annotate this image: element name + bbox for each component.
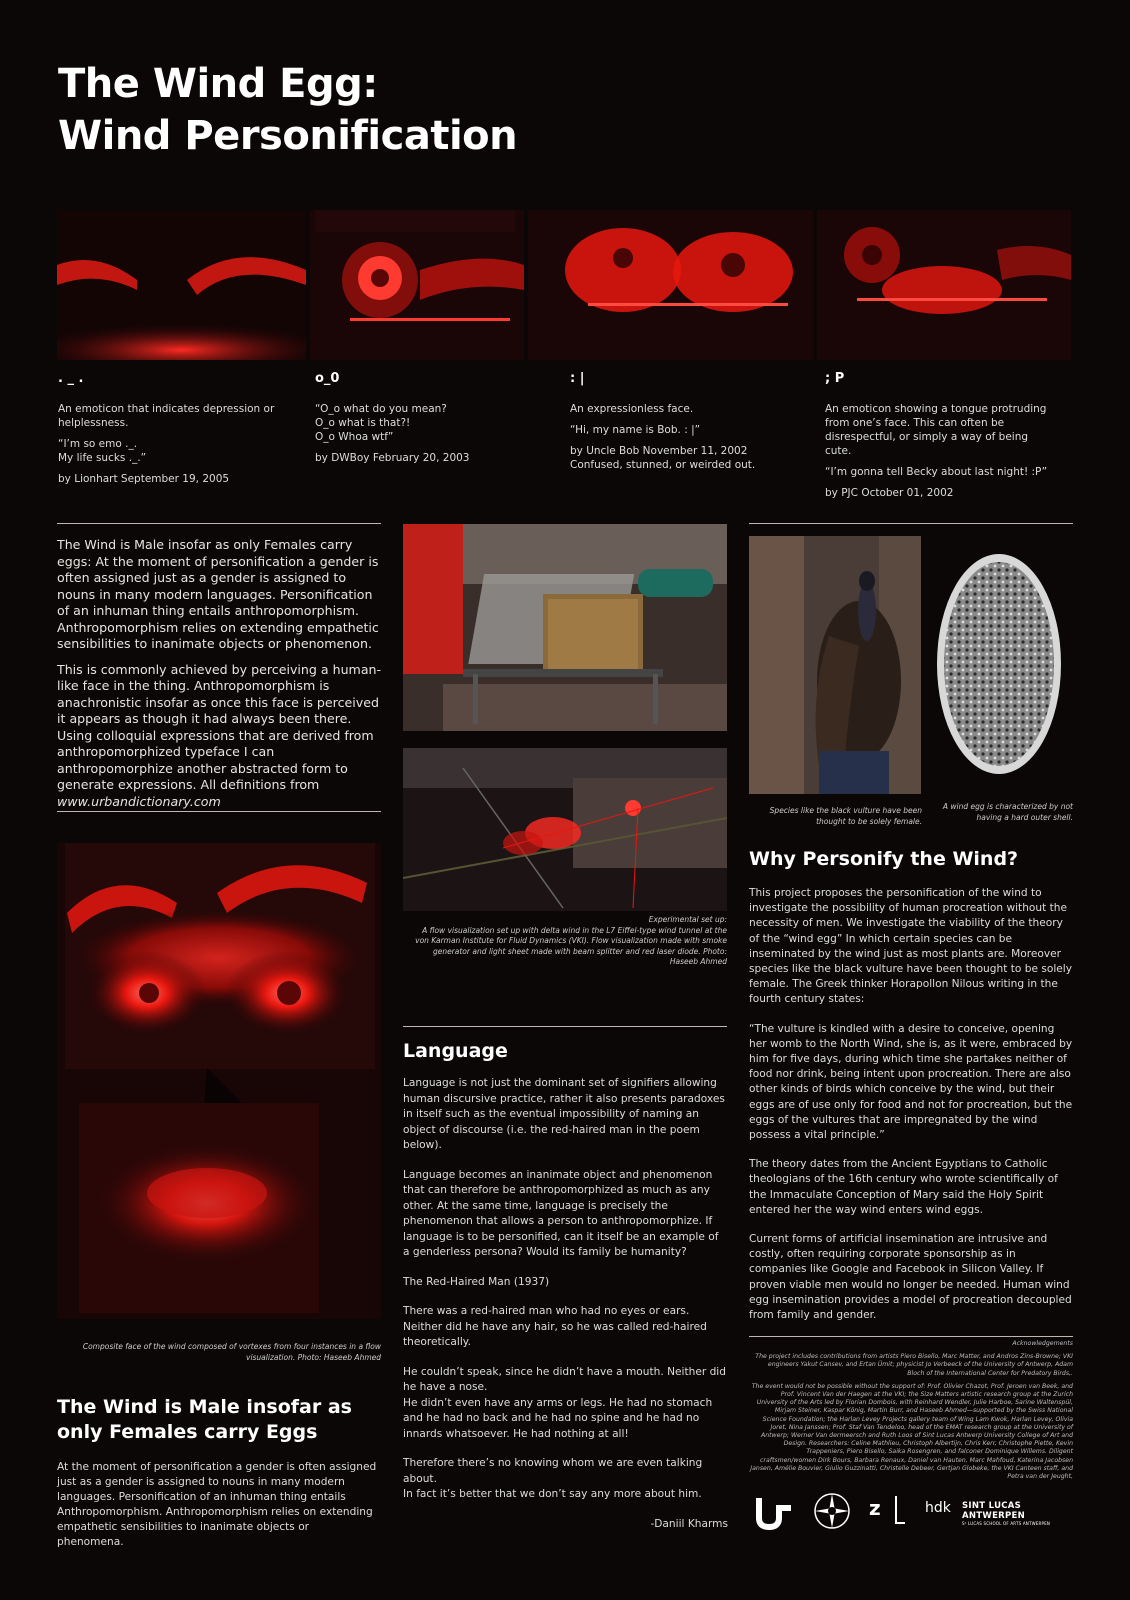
setup-caption-body: A flow visualization set up with delta wind in the L7 Eiffel-type wind tunnel at the von Karman Institute for Fluid Dynamics (VKI). Flow visualization made with smoke generator and light sheet made with beam splitter and red laser diode. Photo: Haseeb Ahmed — [415, 925, 727, 966]
intro-text — [57, 537, 383, 819]
emoticon-byline: by DWBoy February 20, 2003 — [315, 452, 470, 464]
intro-paragraph-1: The Wind is Male insofar as only Females carry eggs: At the moment of personification a gender is often assigned just as a gender is assigned to nouns in many modern languages. Personification of an inhuman thing entails anthropomorphism. Anthropomorphism relies on extending empathetic sensibilities to inanimate objects or phenomenon. — [57, 537, 379, 651]
sint-lucas-logo — [962, 1501, 1073, 1526]
emoticon-symbol: . _ . — [58, 371, 84, 386]
composite-face-image — [57, 843, 381, 1319]
male-text: At the moment of personification a gender is often assigned just as a gender is assigned to nouns in many modern languages. Personification of an inhuman thing entails Anthropomorphism. Anthropomorphism relies on extending empathetic sensibilities to inanimate objects or phenomena. — [57, 1461, 377, 1548]
emoticon-column-2 — [315, 372, 545, 472]
language-text — [403, 1076, 728, 1546]
emoticon-column-1 — [58, 372, 288, 493]
vortex-photo-3 — [528, 210, 813, 360]
laser-flow-photo — [403, 748, 727, 911]
male-heading: The Wind is Male insofar as only Females carry Eggs — [57, 1396, 352, 1443]
emoticon-definition: An expressionless face. — [570, 403, 694, 415]
title-line-2: Wind Personification — [58, 113, 518, 159]
intro-paragraph-2-text: This is commonly achieved by perceiving a human-like face in the thing. Anthropomorphism is anachronistic insofar as once this face is perceived it appears as though it had always been there. Using colloquial expressions that are derived from anthropomorphized typeface I can anthropomorphize another abstracted form to generate expressions. All definitions from — [57, 661, 382, 792]
poem-title: The Red-Haired Man (1937) — [403, 1275, 550, 1288]
acknowledgements — [749, 1340, 1073, 1486]
poster-title — [58, 58, 517, 162]
intro-paragraph-2 — [57, 662, 383, 811]
hdk-logo: hdk — [925, 1500, 951, 1516]
emoticon-example: “I’m gonna tell Becky about last night! :P” — [825, 466, 1048, 478]
emoticon-symbol: ; P — [825, 371, 845, 386]
zhdk-mark — [895, 1496, 905, 1524]
vulture-photo — [749, 536, 921, 794]
urbandictionary-link[interactable]: www.urbandictionary.com — [57, 793, 221, 809]
language-heading: Language — [403, 1040, 508, 1062]
poem-stanza-3: Therefore there’s no knowing whom we are even talking about. In fact it’s better that we don’t say any more about him. — [403, 1457, 703, 1500]
ack-heading: Acknowledgements — [1012, 1340, 1073, 1347]
poem-stanza-2: He couldn’t speak, since he didn’t have a mouth. Neither did he have a nose. He didn’t even have any arms or legs. He had no stomach and he had no back and he had no spine and he had no innards whatsoever. He had nothing at all! — [403, 1365, 726, 1440]
sint-lucas-subtitle: S² LUCAS SCHOOL OF ARTS ANTWERPEN — [962, 1521, 1051, 1526]
emoticon-symbol: : | — [570, 371, 585, 386]
divider — [403, 1026, 727, 1027]
setup-caption-title: Experimental set up: — [648, 915, 727, 924]
setup-caption — [413, 915, 727, 968]
language-paragraph-2: Language becomes an inanimate object and phenomenon that can therefore be anthropomorphized as much as any other. At the same time, language is precisely the phenomenon that allows a person to anthropomorphize. If language is to be personified, can it itself be an example of a genderless persona? Would its family be humanity? — [403, 1168, 719, 1258]
why-paragraph-2: The theory dates from the Ancient Egyptians to Catholic theologians of the 16th century who wrote scientifically of the Immaculate Conception of Mary said the Holy Spirit entered her the way wind enters wind eggs. — [749, 1158, 1058, 1216]
emoticon-byline: by Uncle Bob November 11, 2002 Confused, stunned, or weirded out. — [570, 445, 756, 471]
emoticon-column-4 — [825, 372, 1055, 507]
emoticon-example: “Hi, my name is Bob. : |” — [570, 424, 701, 436]
poem-stanza-1: There was a red-haired man who had no eyes or ears. Neither did he have any hair, so he was called red-haired theoretically. — [403, 1305, 707, 1348]
emoticon-definition: An emoticon that indicates depression or helplessness. — [58, 403, 275, 429]
ack-paragraph-2: The event would not be possible without the support of: Prof. Olivier Chazot, Prof. Jeroen van Beek, and Prof. Vincent Van der Haegen at the VKI; the Size Matters artistic research group at the Zurich University of the Arts led by Florian Dombois, with Reinhard Wendler, Julie Harboe, Sarine Waltenspül, Mirjam Steiner, Kaspar König, Martin Burr, and Haseeb Ahmed—supported by the Swiss National Science Foundation; the Harlan Levey Projects gallery team of Wing Lam Kwok, Harlan Levey, Olivia Joret, Nina Janssen; Prof. Staf Van Tendeloo, head of the EMAT research group at the University of Antwerp; Werner Van dermeersch and Ruth Loos of Sint Lucas Antwerp University College of Art and Design. Researchers: Celine Mathlieu, Christoph Albertijn, Chris Kerr, Christophe Piette, Kevin Trappeniers, Piero Bisello, Saika Rosengren, and falconer Dominique Willems. Diligent craftsmen/women Dirk Bours, Barbara Renaux, Daniel van Hauten, Marc Mahfoud, Katerina Jacobsen Jansen, Amélie Bouvier, Giulio Guzzinatti, Christelle Debeer, Gertjan Globeke, the VKI Canteen staff, and Petra van der Jeught, — [750, 1382, 1073, 1481]
why-paragraph-1: This project proposes the personification of the wind to investigate the possibility of human procreation without the necessity of men. We investigate the viability of the theory of the “wind egg” In which certain species can be inseminated by the wind just as most plants are. Moreover species like the black vulture have been thought to be solely female. The Greek thinker Horapollon Nilous writing in the fourth century states: — [749, 887, 1073, 1006]
divider — [57, 523, 381, 524]
wind-tunnel-photo — [403, 524, 727, 731]
vortex-photo-1 — [57, 210, 306, 360]
emoticon-example: “O_o what do you mean? O_o what is that?! O_o Whoa wtf” — [315, 403, 447, 443]
why-heading: Why Personify the Wind? — [749, 848, 1019, 870]
egg-caption: A wind egg is characterized by not having a hard outer shell. — [942, 802, 1073, 822]
sint-lucas-name: SINT LUCAS ANTWERPEN — [962, 1501, 1026, 1521]
wind-egg-image — [925, 536, 1073, 794]
title-line-1: The Wind Egg: — [58, 61, 378, 107]
emoticon-byline: by PJC October 01, 2002 — [825, 487, 954, 499]
logo-row — [755, 1492, 1073, 1532]
vki-logo — [813, 1492, 851, 1530]
why-paragraph-3: Current forms of artificial insemination are intrusive and costly, often requiring corporate sponsorship as in companies like Google and Facebook in Silicon Valley. If proven viable men would no longer be needed. Human wind egg insemination provides a model of procreation decoupled from family and gender. — [749, 1233, 1072, 1322]
why-text — [749, 886, 1073, 1337]
face-caption: Composite face of the wind composed of vortexes from four instances in a flow visualization. Photo: Haseeb Ahmed — [82, 1342, 381, 1362]
emoticon-definition: An emoticon showing a tongue protruding from one’s face. This can often be disrespectful, or simply a way of being cute. — [825, 403, 1047, 457]
ack-paragraph-1: The project includes contributions from artists Piero Bisello, Marc Matter, and Andros Zins-Browne; VKI engineers Yakut Cansev, and Ertan Ümit; physicist Jo Verbeeck of the University of Antwerp, Adam Bloch of the International Center for Predatory Birds,. — [755, 1353, 1073, 1377]
horapollon-quote: “The vulture is kindled with a desire to conceive, opening her womb to the North Wind, she is, as it were, embraced by him for five days, during which time she partakes neither of food nor drink, being intent upon procreation. There are also other kinds of birds which conceive by the wind, but their eggs are of use only for food and not for procreation, but the eggs of the vultures that are impregnated by the wind possess a vital principle.” — [749, 1022, 1073, 1142]
poem-author: -Daniil Kharms — [650, 1517, 728, 1530]
divider — [749, 523, 1073, 524]
emoticon-column-3 — [570, 372, 800, 479]
vulture-caption: Species like the black vulture have been thought to be solely female. — [769, 806, 922, 826]
language-paragraph-1: Language is not just the dominant set of signifiers allowing human discursive practice, rather it also presents paradoxes in itself such as the eventual impossibility of naming an object of discourse (i.e. the red-haired man in the poem below). — [403, 1077, 725, 1151]
emoticon-symbol: o_0 — [315, 371, 340, 386]
vortex-photo-2 — [310, 210, 524, 360]
emoticon-byline: by Lionhart September 19, 2005 — [58, 473, 230, 485]
zhdk-z-logo: z — [869, 1496, 881, 1520]
emoticon-example: “I’m so emo ._. My life sucks ._.” — [58, 438, 147, 464]
vortex-photo-4 — [817, 210, 1071, 360]
university-logo — [755, 1494, 795, 1530]
